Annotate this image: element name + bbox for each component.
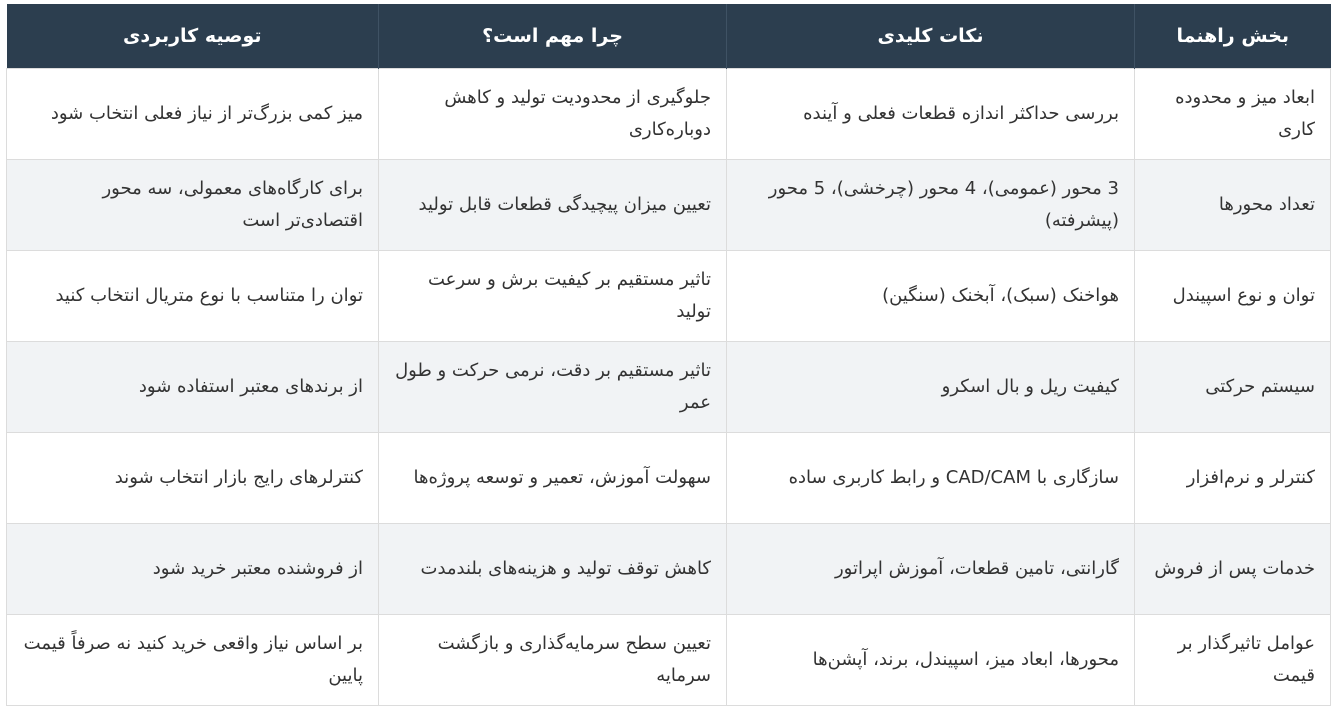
cell-guide-section: توان و نوع اسپیندل: [1135, 251, 1331, 342]
cell-key-points: هواخنک (سبک)، آبخنک (سنگین): [727, 251, 1135, 342]
table-row: [7, 342, 1331, 433]
cell-recommendation: توان را متناسب با نوع متریال انتخاب کنید: [7, 251, 379, 342]
table-row: [7, 524, 1331, 615]
header-cell-key-points: نکات کلیدی: [727, 4, 1135, 69]
comparison-table-container: [6, 4, 1330, 706]
cell-guide-section: کنترلر و نرم‌افزار: [1135, 433, 1331, 524]
cell-guide-section: تعداد محورها: [1135, 160, 1331, 251]
cell-recommendation: بر اساس نیاز واقعی خرید کنید نه صرفاً قیمت پایین: [7, 615, 379, 706]
cell-recommendation: از برندهای معتبر استفاده شود: [7, 342, 379, 433]
cell-key-points: سازگاری با CAD/CAM و رابط کاربری ساده: [727, 433, 1135, 524]
cell-recommendation: از فروشنده معتبر خرید شود: [7, 524, 379, 615]
cell-guide-section: ابعاد میز و محدوده کاری: [1135, 69, 1331, 160]
cell-why-important: تعیین سطح سرمایه‌گذاری و بازگشت سرمایه: [379, 615, 727, 706]
cell-guide-section: خدمات پس از فروش: [1135, 524, 1331, 615]
cnc-buying-guide-table: [6, 4, 1331, 706]
table-body: [7, 69, 1331, 706]
table-header: [7, 4, 1331, 69]
cell-key-points: بررسی حداکثر اندازه قطعات فعلی و آینده: [727, 69, 1135, 160]
cell-why-important: تاثیر مستقیم بر دقت، نرمی حرکت و طول عمر: [379, 342, 727, 433]
cell-why-important: کاهش توقف تولید و هزینه‌های بلندمدت: [379, 524, 727, 615]
table-row: [7, 160, 1331, 251]
cell-why-important: تعیین میزان پیچیدگی قطعات قابل تولید: [379, 160, 727, 251]
cell-guide-section: عوامل تاثیرگذار بر قیمت: [1135, 615, 1331, 706]
header-cell-guide-section: بخش راهنما: [1135, 4, 1331, 69]
cell-key-points: محورها، ابعاد میز، اسپیندل، برند، آپشن‌ها: [727, 615, 1135, 706]
cell-key-points: گارانتی، تامین قطعات، آموزش اپراتور: [727, 524, 1135, 615]
cell-key-points: 3 محور (عمومی)، 4 محور (چرخشی)، 5 محور (پیشرفته): [727, 160, 1135, 251]
cell-why-important: جلوگیری از محدودیت تولید و کاهش دوباره‌کاری: [379, 69, 727, 160]
header-cell-why-important: چرا مهم است؟: [379, 4, 727, 69]
cell-recommendation: کنترلرهای رایج بازار انتخاب شوند: [7, 433, 379, 524]
cell-key-points: کیفیت ریل و بال اسکرو: [727, 342, 1135, 433]
table-row: [7, 433, 1331, 524]
table-row: [7, 69, 1331, 160]
table-row: [7, 615, 1331, 706]
cell-recommendation: میز کمی بزرگ‌تر از نیاز فعلی انتخاب شود: [7, 69, 379, 160]
cell-why-important: تاثیر مستقیم بر کیفیت برش و سرعت تولید: [379, 251, 727, 342]
table-row: [7, 251, 1331, 342]
header-row: [7, 4, 1331, 69]
cell-recommendation: برای کارگاه‌های معمولی، سه محور اقتصادی‌تر است: [7, 160, 379, 251]
cell-why-important: سهولت آموزش، تعمیر و توسعه پروژه‌ها: [379, 433, 727, 524]
header-cell-recommendation: توصیه کاربردی: [7, 4, 379, 69]
cell-guide-section: سیستم حرکتی: [1135, 342, 1331, 433]
